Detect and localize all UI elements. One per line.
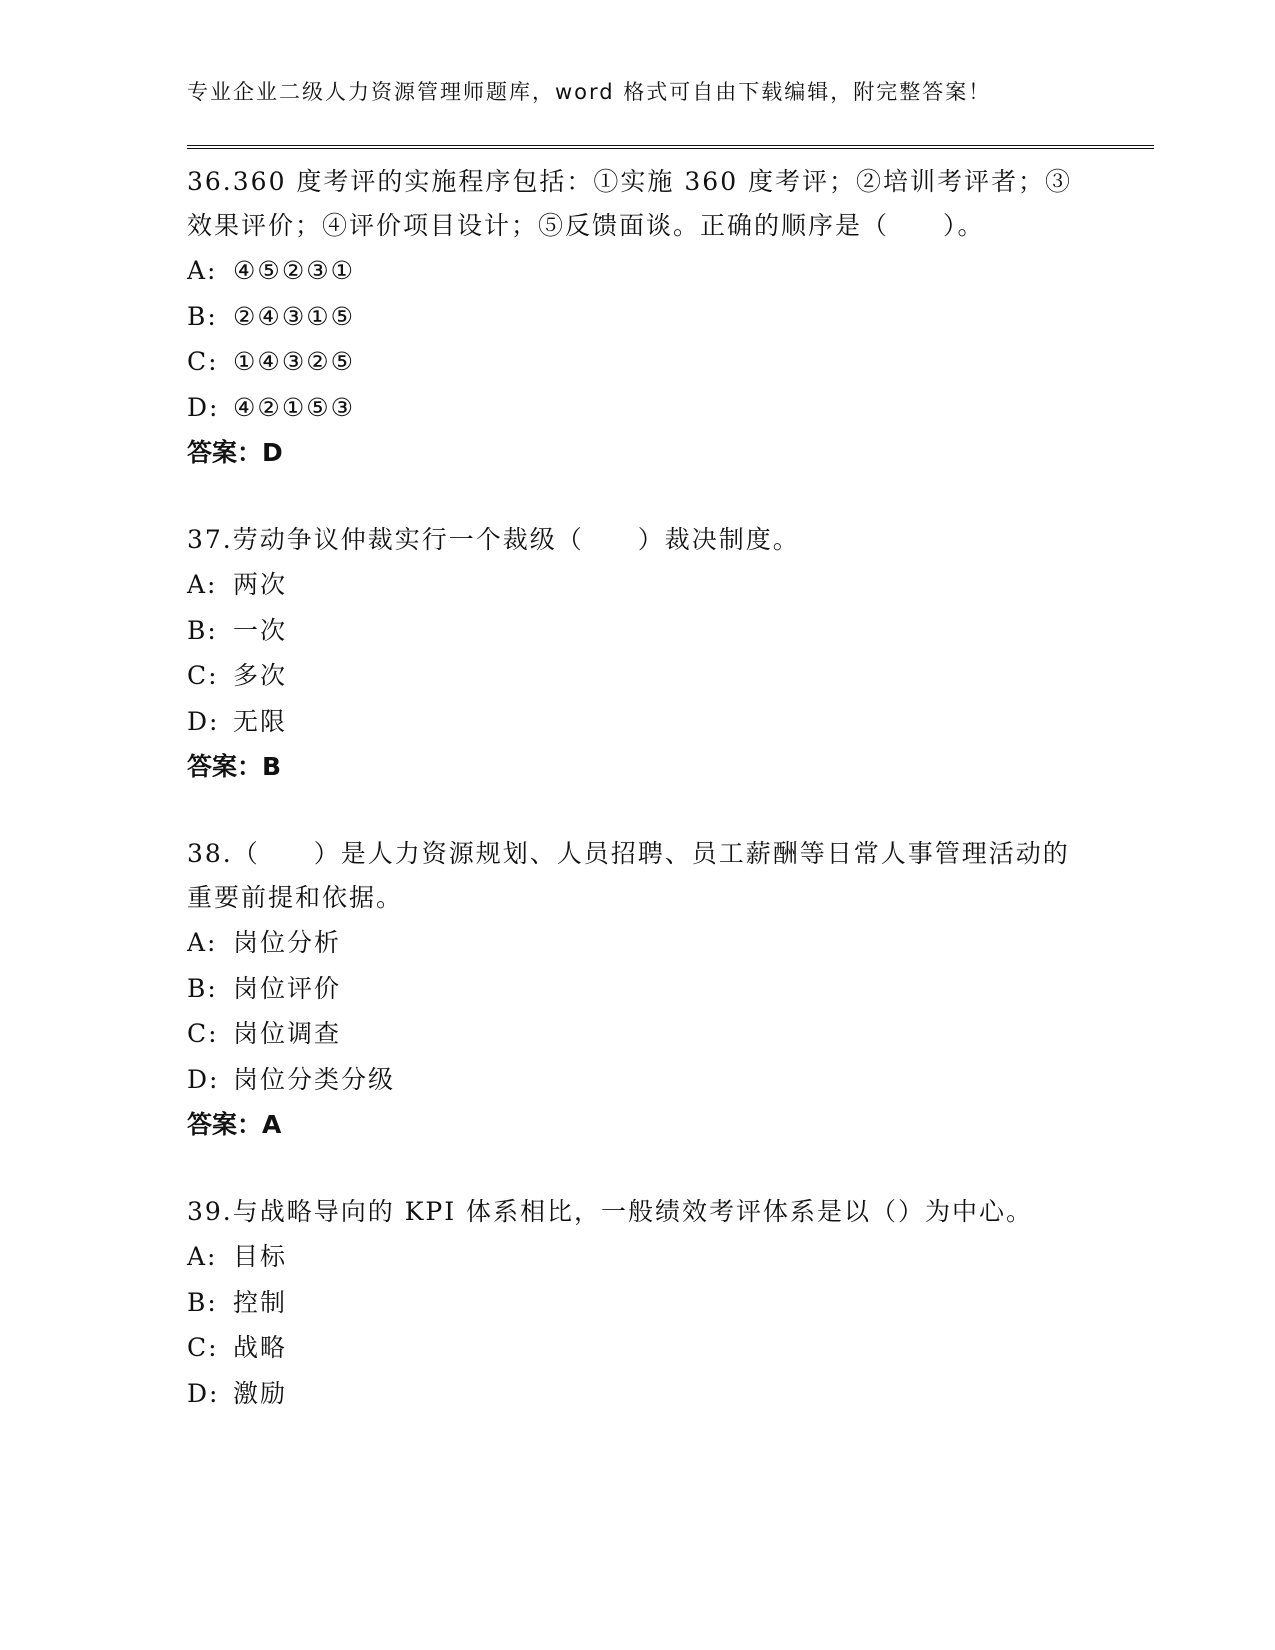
option-key: C: xyxy=(187,1333,219,1362)
option-b xyxy=(187,1280,1087,1326)
option-d xyxy=(187,385,1087,431)
option-d xyxy=(187,1371,1087,1417)
option-key: A: xyxy=(187,256,218,285)
option-text: 目标 xyxy=(233,1242,288,1271)
question-body: 劳动争议仲裁实行一个裁级（ ）裁决制度。 xyxy=(232,525,800,554)
question-number: 38. xyxy=(187,839,233,868)
option-a xyxy=(187,562,1087,608)
option-text: 岗位分类分级 xyxy=(233,1064,396,1094)
header-divider xyxy=(187,145,1154,149)
option-key: D: xyxy=(187,1378,220,1408)
option-text: 控制 xyxy=(233,1287,288,1317)
question-text xyxy=(187,1190,1087,1234)
page-header: 专业企业二级人力资源管理师题库，word 格式可自由下载编辑，附完整答案！ xyxy=(187,80,992,104)
question-body: （ ）是人力资源规划、人员招聘、员工薪酬等日常人事管理活动的重要前提和依据。 xyxy=(187,839,1070,912)
option-key: A: xyxy=(187,1242,218,1271)
option-text: 多次 xyxy=(233,661,288,690)
option-text: 岗位调查 xyxy=(233,1019,342,1048)
answer: 答案：B xyxy=(187,752,282,781)
option-key: B: xyxy=(187,973,218,1003)
question-number: 37. xyxy=(187,525,233,554)
option-a xyxy=(187,1234,1087,1280)
question-36 xyxy=(187,160,1087,476)
option-c xyxy=(187,1011,1087,1057)
option-d xyxy=(187,699,1087,745)
option-key: B: xyxy=(187,301,218,331)
option-b xyxy=(187,966,1087,1012)
option-key: A: xyxy=(187,570,218,599)
option-text: 岗位评价 xyxy=(233,973,342,1003)
answer: 答案：D xyxy=(187,438,283,467)
question-37 xyxy=(187,518,1087,790)
question-body: 360 度考评的实施程序包括：①实施 360 度考评；②培训考评者；③效果评价；④评价项目设计；⑤反馈面谈。正确的顺序是（ ）。 xyxy=(187,167,1073,240)
question-number: 39. xyxy=(187,1197,233,1226)
option-b xyxy=(187,608,1087,654)
option-key: C: xyxy=(187,347,219,376)
option-key: C: xyxy=(187,661,219,690)
option-key: B: xyxy=(187,615,218,645)
question-text xyxy=(187,160,1087,248)
option-key: D: xyxy=(187,392,220,422)
option-text: 岗位分析 xyxy=(233,928,342,957)
option-text: 无限 xyxy=(233,706,288,736)
option-key: A: xyxy=(187,928,218,957)
option-key: D: xyxy=(187,1064,220,1094)
question-39 xyxy=(187,1190,1087,1416)
question-list xyxy=(187,160,1087,1458)
option-text: 激励 xyxy=(233,1378,288,1408)
option-c xyxy=(187,1325,1087,1371)
option-a xyxy=(187,248,1087,294)
question-text xyxy=(187,832,1087,920)
option-text: ④⑤②③① xyxy=(233,256,356,285)
question-number: 36. xyxy=(187,167,233,196)
option-text: 战略 xyxy=(233,1333,288,1362)
answer: 答案：A xyxy=(187,1110,282,1139)
option-text: ④②①⑤③ xyxy=(233,392,356,422)
option-key: D: xyxy=(187,706,220,736)
option-d xyxy=(187,1057,1087,1103)
option-text: ②④③①⑤ xyxy=(233,301,356,331)
option-text: ①④③②⑤ xyxy=(233,347,356,376)
question-38 xyxy=(187,832,1087,1148)
option-text: 一次 xyxy=(233,615,288,645)
option-c xyxy=(187,339,1087,385)
option-key: C: xyxy=(187,1019,219,1048)
option-a xyxy=(187,920,1087,966)
question-text xyxy=(187,518,1087,562)
option-text: 两次 xyxy=(233,570,288,599)
option-b xyxy=(187,294,1087,340)
question-body: 与战略导向的 KPI 体系相比，一般绩效考评体系是以（）为中心。 xyxy=(232,1197,1034,1226)
option-key: B: xyxy=(187,1287,218,1317)
option-c xyxy=(187,653,1087,699)
